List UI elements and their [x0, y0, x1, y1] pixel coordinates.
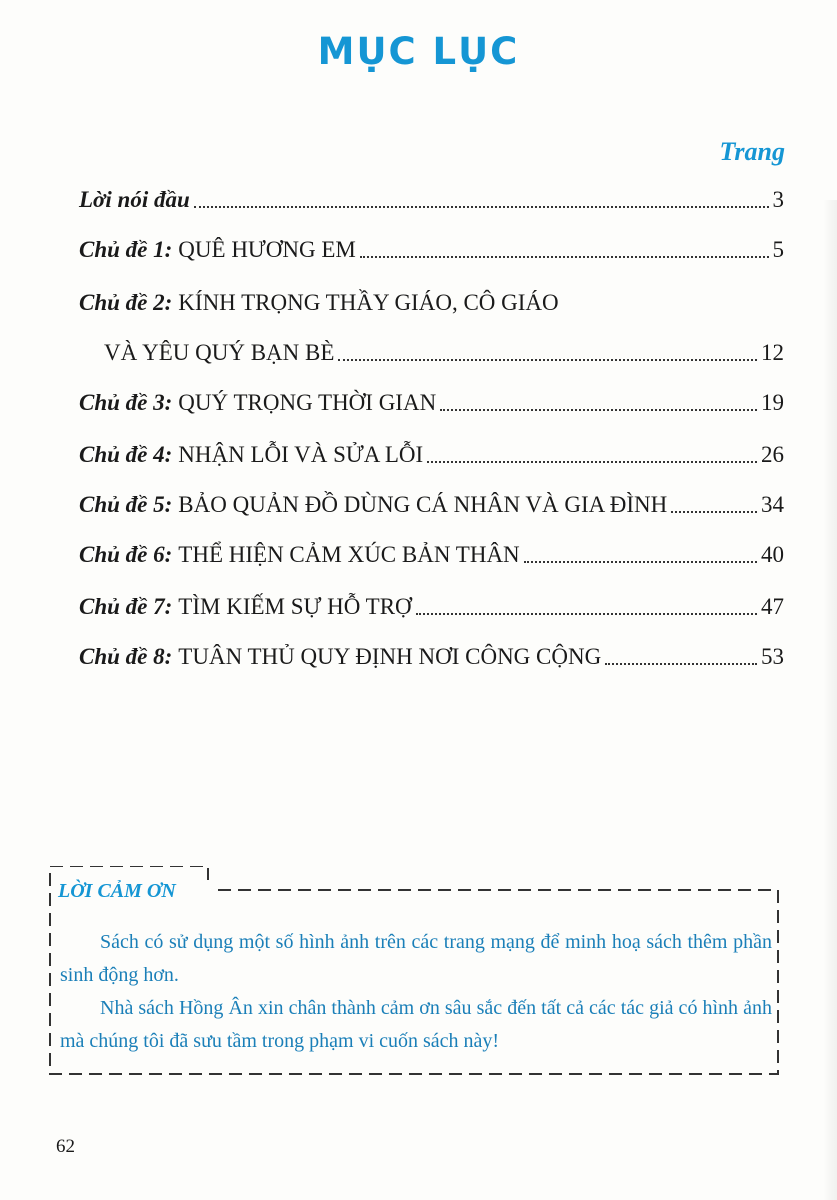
toc-entry-label: Chủ đề 6: [79, 542, 173, 567]
toc-entry-label: Chủ đề 5: [79, 492, 173, 517]
toc-entry-title: TÌM KIẾM SỰ HỖ TRỢ [178, 594, 412, 619]
dot-leader [427, 460, 757, 463]
toc-entry-preface[interactable] [79, 180, 784, 214]
toc-entry-title: QUÝ TRỌNG THỜI GIAN [178, 390, 437, 415]
thanks-paragraph-1: Sách có sử dụng một số hình ảnh trên các trang mạng để minh hoạ sách thêm phần sinh động hơn. [60, 931, 772, 986]
dot-leader [671, 510, 757, 513]
dot-leader [338, 358, 757, 361]
toc-entry-topic-2-continued[interactable] [79, 333, 784, 367]
toc-entry-label: Chủ đề 3: [79, 390, 173, 415]
toc-entry-title: THỂ HIỆN CẢM XÚC BẢN THÂN [178, 542, 520, 567]
toc-page-number: 53 [761, 644, 784, 669]
toc-page-number: 34 [761, 492, 784, 517]
toc-entry-label: Chủ đề 1: [79, 237, 173, 262]
toc-entry-title: NHẬN LỖI VÀ SỬA LỖI [178, 442, 424, 467]
page-number: 62 [56, 1136, 75, 1157]
toc-entry-label: Chủ đề 8: [79, 644, 173, 669]
toc-entry-topic-1[interactable] [79, 230, 784, 264]
toc-entry-label: Chủ đề 7: [79, 594, 173, 619]
dot-leader [416, 612, 757, 615]
toc-page-number: 47 [761, 594, 784, 619]
toc-page-number: 40 [761, 542, 784, 567]
toc-entry-title: KÍNH TRỌNG THẦY GIÁO, CÔ GIÁO [178, 290, 559, 315]
toc-entry-topic-6[interactable] [79, 535, 784, 569]
toc-entry-topic-3[interactable] [79, 383, 784, 417]
page-title: MỤC LỤC [317, 30, 520, 73]
toc-entry-title-continued: VÀ YÊU QUÝ BẠN BÈ [104, 340, 335, 365]
toc-page-number: 5 [772, 237, 784, 262]
thanks-paragraph-2: Nhà sách Hồng Ân xin chân thành cảm ơn sâu sắc đến tất cả các tác giả có hình ảnh mà chúng tôi đã sưu tầm trong phạm vi cuốn sách này! [60, 997, 772, 1052]
toc-entry-topic-8[interactable] [79, 637, 784, 671]
dot-leader [440, 408, 757, 411]
toc-entry-topic-7[interactable] [79, 587, 784, 621]
toc-page-number: 26 [761, 442, 784, 467]
toc-page-number: 3 [772, 187, 784, 212]
dot-leader [524, 560, 757, 563]
toc-page-number: 19 [761, 390, 784, 415]
toc-entry-label: Chủ đề 2: [79, 290, 173, 315]
toc-entry-title: BẢO QUẢN ĐỒ DÙNG CÁ NHÂN VÀ GIA ĐÌNH [178, 492, 668, 517]
thanks-body [60, 926, 772, 1058]
toc-entry-title: QUÊ HƯƠNG EM [178, 237, 356, 262]
dot-leader [360, 255, 769, 258]
page-edge-shadow [823, 200, 837, 1200]
toc-entry-label: Lời nói đầu [79, 187, 190, 212]
thanks-box [48, 866, 780, 1076]
toc-entry-topic-2[interactable] [79, 283, 784, 317]
toc-page-number: 12 [761, 340, 784, 365]
dot-leader [605, 662, 757, 665]
toc-entry-title: TUÂN THỦ QUY ĐỊNH NƠI CÔNG CỘNG [178, 644, 602, 669]
toc-entry-topic-5[interactable] [79, 485, 784, 519]
toc-entry-topic-4[interactable] [79, 435, 784, 469]
page-column-label: Trang [719, 137, 785, 166]
toc-entry-label: Chủ đề 4: [79, 442, 173, 467]
thanks-heading: LỜI CẢM ƠN [58, 880, 176, 902]
dot-leader [194, 205, 769, 208]
